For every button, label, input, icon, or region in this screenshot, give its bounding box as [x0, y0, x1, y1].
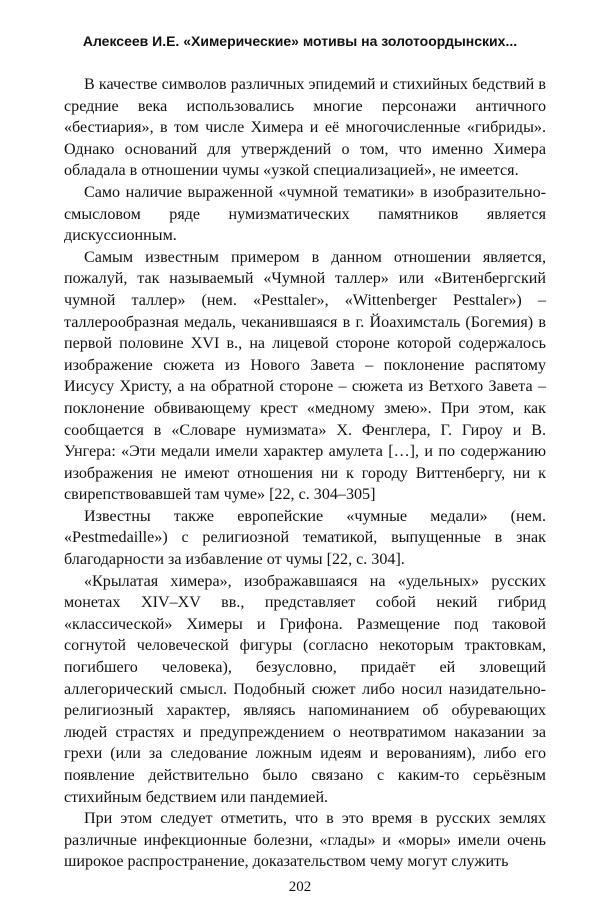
running-header: Алексеев И.Е. «Химерические» мотивы на золотоордынских...: [82, 33, 518, 49]
paragraph: Известны также европейские «чумные медали» (нем. «Pestmedaille») с религиозной тематикой, выпущенные в знак благодарности за избавление от чумы [22, с. 304].: [64, 507, 546, 569]
paragraph: В качестве символов различных эпидемий и стихийных бедствий в средние века использовались многие персонажи античного «бестиария», в том числе Химера и её многочисленные «гибриды». Однако оснований для утверждений о том, что именно Химера обладала в отношении чумы «узкой специализацией», не имеется.: [64, 76, 546, 180]
page-number: 202: [288, 879, 312, 895]
paragraph: Самым известным примером в данном отношении является, пожалуй, так называемый «Чумной таллер» или «Витенбергский чумной таллер» (нем. «Pesttaler», «Wittenberger Pesttaler») – таллерообразная медаль, чеканившаяся в г. Йоахимсталь (Богемия) в первой половине XVI в., на лицевой стороне которой содержалось изображение сюжета из Нового Завета – поклонение распятому Иисусу Христу, а на обратной стороне – сюжета из Ветхого Завета – поклонение обвивающему крест «медному змею». При этом, как сообщается в «Словаре нумизмата» Х. Фенглера, Г. Гироу и В. Унгера: «Эти медали имели характер амулета […], и по содержанию изображения не имеют отношения ни к городу Виттенбергу, ни к свирепствовавшей там чуме» [22, с. 304–305]: [64, 248, 546, 504]
paragraph: Само наличие выраженной «чумной тематики» в изобразительно-смысловом ряде нумизматических памятников является дискуссионным.: [64, 183, 546, 245]
body-text: [64, 74, 546, 873]
paragraph: «Крылатая химера», изображавшаяся на «удельных» русских монетах XIV–XV вв., представляет собой некий гибрид «классической» Химеры и Грифона. Размещение под таковой согнутой человеческой фигуры (согласно некоторым трактовкам, погибшего человека), безусловно, придаёт ей зловещий аллегорический смысл. Подобный сюжет либо носил назидательно-религиозный характер, являясь напоминанием об обуревающих людей страстях и предупреждением о неотвратимом наказании за грехи (или за следование ложным идеям и верованиям), либо его появление действительно было связано с каким-то серьёзным стихийным бедствием или пандемией.: [64, 572, 546, 806]
paragraph: При этом следует отметить, что в это время в русских землях различные инфекционные болезни, «глады» и «моры» имели очень широкое распространение, доказательством чему могут служить: [64, 810, 546, 871]
